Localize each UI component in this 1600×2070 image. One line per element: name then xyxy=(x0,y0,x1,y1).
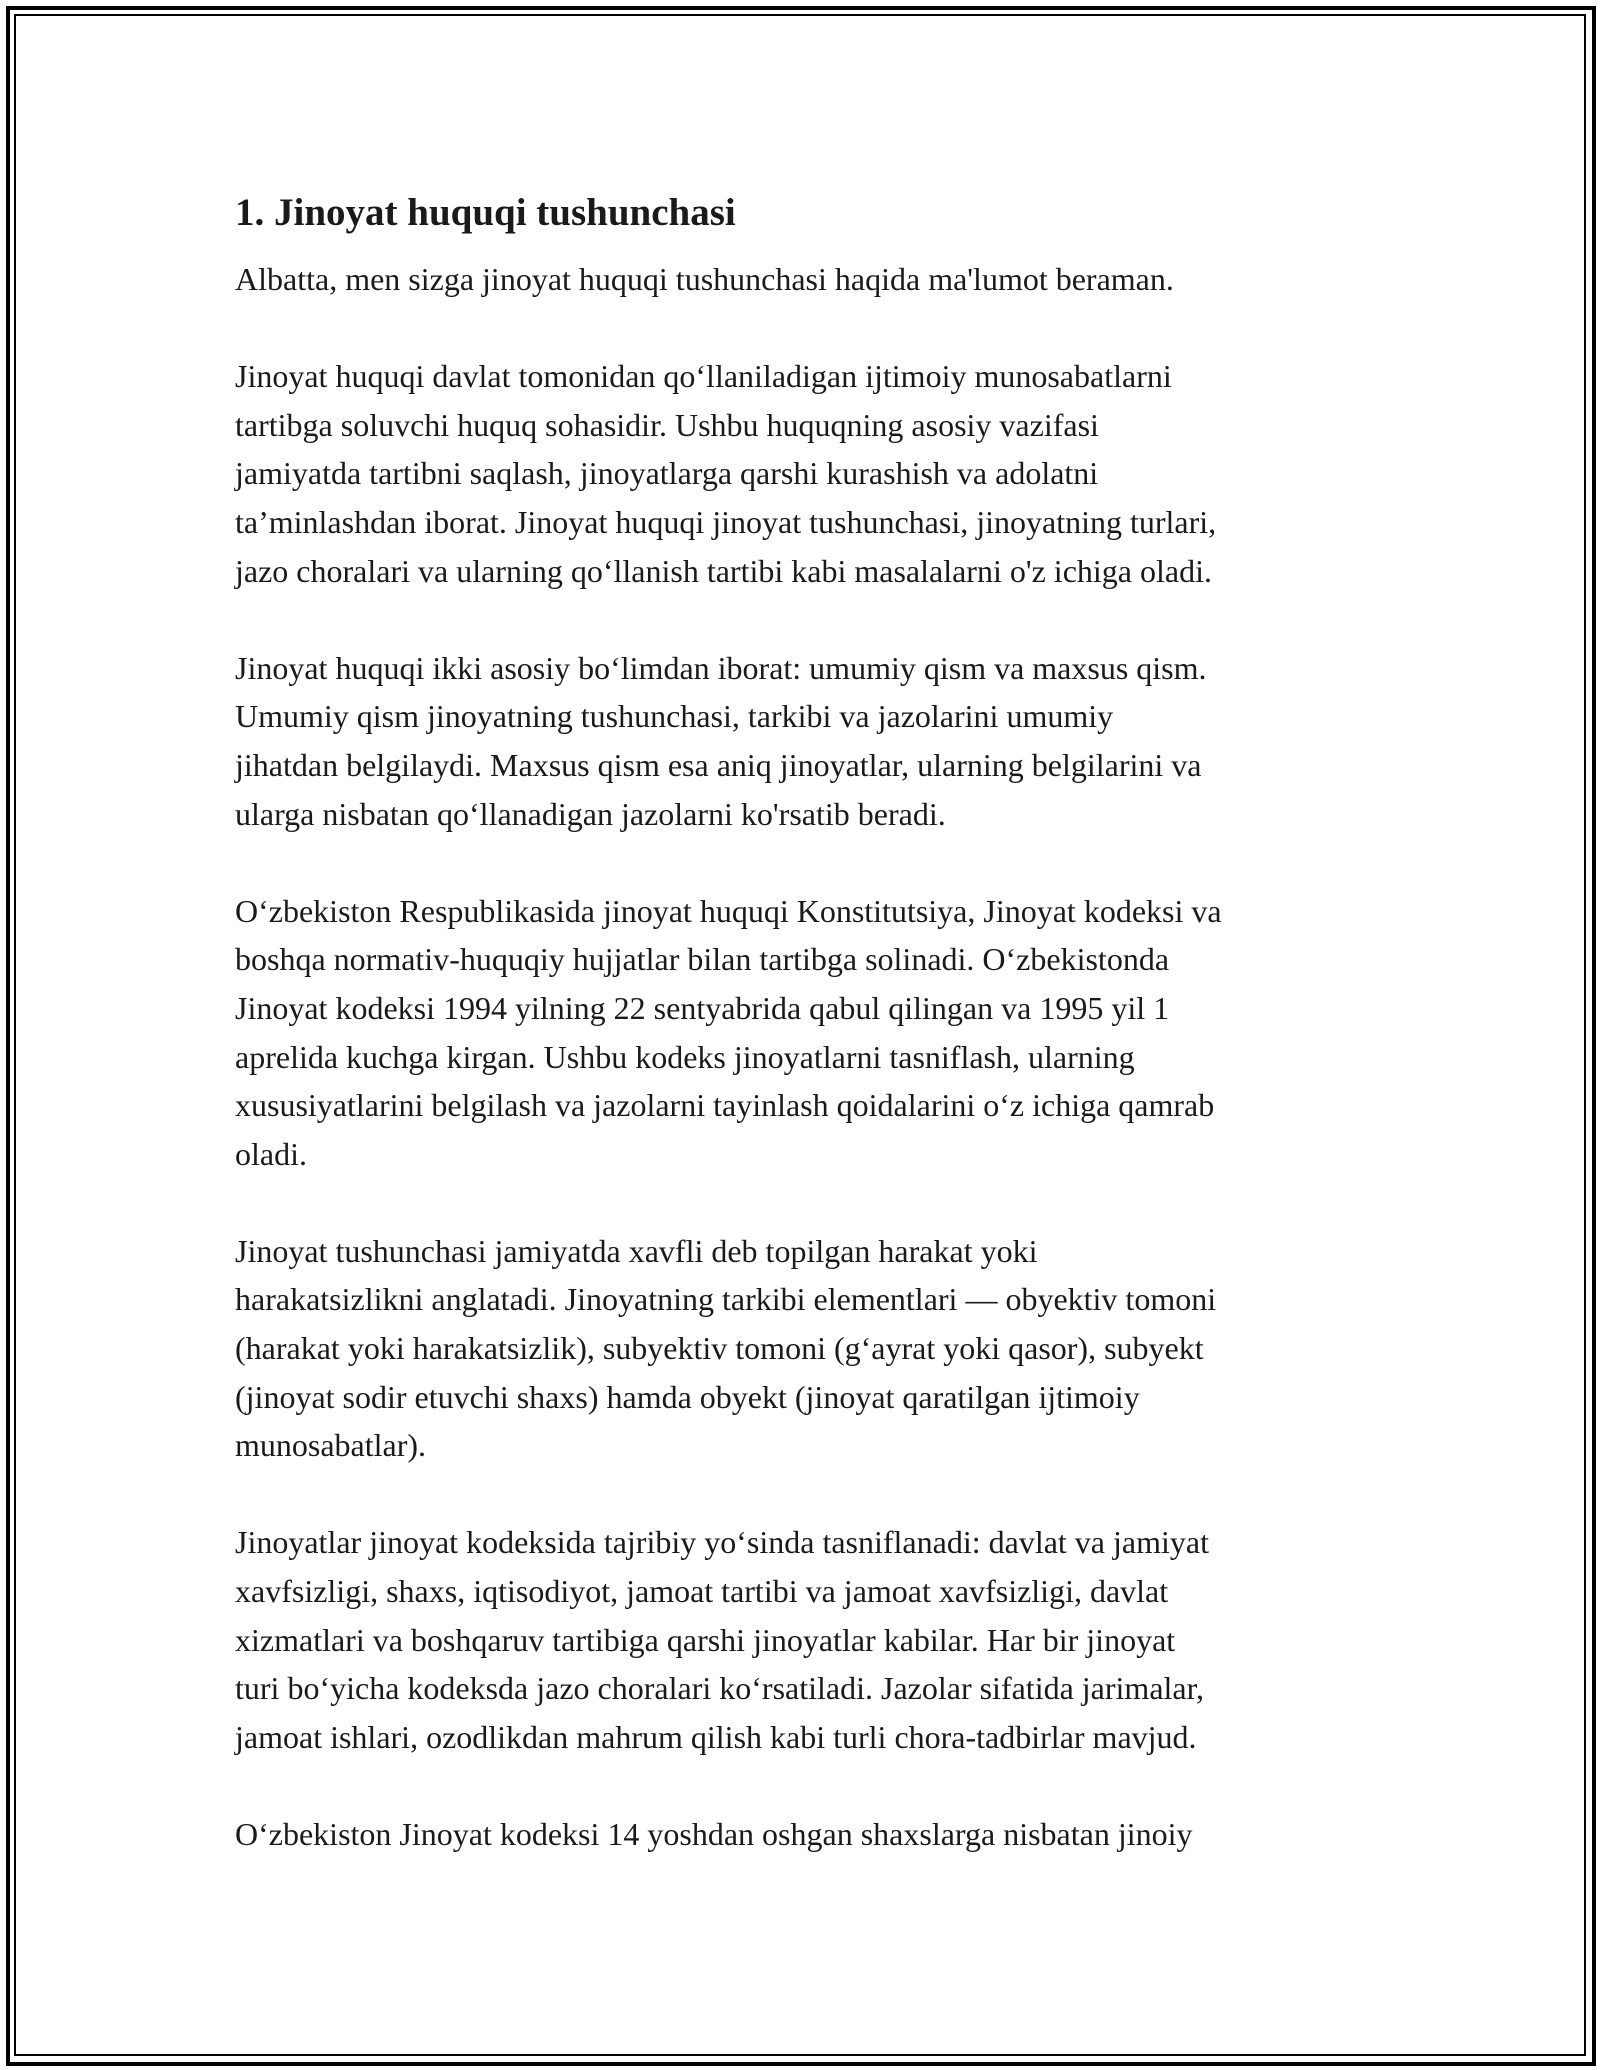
document-body xyxy=(235,187,1370,1907)
paragraph-crime-concept: Jinoyat tushunchasi jamiyatda xavfli deb topilgan harakat yoki harakatsizlikni anglatadi. Jinoyatning tarkibi elementlari — obyektiv tomoni (harakat yoki harakatsizlik), subyektiv tomoni (gʻayrat yoki qasor), subyekt (jinoyat sodir etuvchi shaxs) hamda obyekt (jinoyat qaratilgan ijtimoiy munosabatlar). xyxy=(235,1232,1217,1464)
page-title: 1. Jinoyat huquqi tushunchasi xyxy=(235,191,736,234)
paragraph-classification: Jinoyatlar jinoyat kodeksida tajribiy yoʻsinda tasniflanadi: davlat va jamiyat xavfsizligi, shaxs, iqtisodiyot, jamoat tartibi va jamoat xavfsizligi, davlat xizmatlari va boshqaruv tartibiga qarshi jinoyatlar kabilar. Har bir jinoyat turi boʻyicha kodeksda jazo choralari koʻrsatiladi. Jazolar sifatida jarimalar, jamoat ishlari, ozodlikdan mahrum qilish kabi turli chora-tadbirlar mavjud. xyxy=(235,1524,1209,1755)
paragraph-intro: Albatta, men sizga jinoyat huquqi tushunchasi haqida ma'lumot beraman. xyxy=(235,261,1174,297)
paragraph-legislation: Oʻzbekiston Respublikasida jinoyat huquqi Konstitutsiya, Jinoyat kodeksi va boshqa normativ-huquqiy hujjatlar bilan tartibga solinadi. Oʻzbekistonda Jinoyat kodeksi 1994 yilning 22 sentyabrida qabul qilingan va 1995 yil 1 aprelida kuchga kirgan. Ushbu kodeks jinoyatlarni tasniflash, ularning xususiyatlarini belgilash va jazolarni tayinlash qoidalarini oʻz ichiga qamrab oladi. xyxy=(235,892,1222,1172)
paragraph-parts: Jinoyat huquqi ikki asosiy boʻlimdan iborat: umumiy qism va maxsus qism. Umumiy qism jinoyatning tushunchasi, tarkibi va jazolarini umumiy jihatdan belgilaydi. Maxsus qism esa aniq jinoyatlar, ularning belgilarini va ularga nisbatan qoʻllanadigan jazolarni ko'rsatib beradi. xyxy=(235,649,1207,832)
paragraph-age-liability: Oʻzbekiston Jinoyat kodeksi 14 yoshdan oshgan shaxslarga nisbatan jinoiy xyxy=(235,1816,1193,1852)
paragraph-definition: Jinoyat huquqi davlat tomonidan qoʻllaniladigan ijtimoiy munosabatlarni tartibga soluvchi huquq sohasidir. Ushbu huquqning asosiy vazifasi jamiyatda tartibni saqlash, jinoyatlarga qarshi kurashish va adolatni ta’minlashdan iborat. Jinoyat huquqi jinoyat tushunchasi, jinoyatning turlari, jazo choralari va ularning qoʻllanish tartibi kabi masalalarni o'z ichiga oladi. xyxy=(235,358,1217,589)
